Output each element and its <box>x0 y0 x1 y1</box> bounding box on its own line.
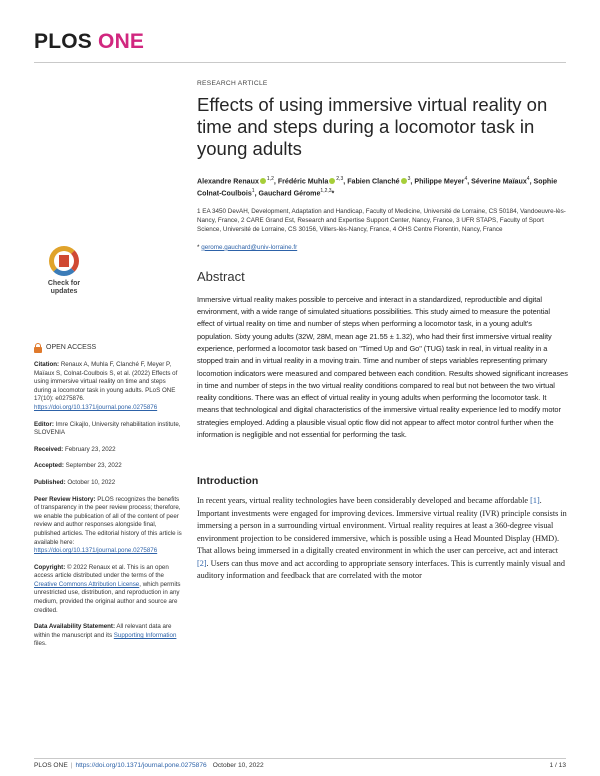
accepted-block <box>34 462 182 471</box>
author-list <box>197 174 569 199</box>
abstract-text: Immersive virtual reality makes possible to perceive and interact in a standardized, reproductible and digital environment, with a wide range of simulated situations possibilities. This study aimed to measure the potential effect of virtual reality on time and number of steps when performing a locomotor task, in a young adult's population. Sixty young adults (32W, 28M, mean age 21.55 ± 1.32), who had their first immersive virtual reality experience, performed a locomotor task based on "Timed Up and Go" (TUG) task in real, in virtual reality in a stopped train and in virtual reality in a moving train. Time and number of steps variables representing primary locomotion indicators were measured and compared between each condition. Results showed significant increases in time and number of steps in the two virtual reality conditions compared to real but not between the two virtual reality conditions. There was an effect of virtual reality in young adults when performing the locomotor task. It means that technological and digital characteristics of the immersive virtual reality experience led to modify motor strategies employed. Adding a plausible visual optic flow did not appear to affect motor control further when the information is negligible and not essential for performing the task. <box>197 294 568 439</box>
accepted-label: Accepted: <box>34 462 64 470</box>
author-name: Fabien Clanché <box>347 177 400 186</box>
header-divider <box>34 62 566 63</box>
author-name: Sophie Colnat-Coulbois <box>197 177 558 198</box>
published-label: Published: <box>34 478 66 486</box>
author-separator: , <box>343 177 348 186</box>
peer-review-link[interactable]: https://doi.org/10.1371/journal.pone.0275876 <box>34 547 158 555</box>
copyright-label: Copyright: <box>34 563 66 571</box>
published-block <box>34 479 182 488</box>
citation-doi-link[interactable]: https://doi.org/10.1371/journal.pone.0275876 <box>34 403 158 411</box>
supporting-info-link[interactable]: Supporting Information <box>113 631 177 639</box>
article-type: RESEARCH ARTICLE <box>197 80 268 87</box>
author-separator: , <box>254 189 259 198</box>
license-link[interactable]: Creative Commons Attribution License <box>34 580 140 588</box>
peer-review-text: PLOS recognizes the benefits of transparency in the peer review process; therefore, we enable the publication of all of the content of peer review and author responses alongside final, published articles. The editorial history of this article is available here: <box>34 495 182 546</box>
open-lock-icon <box>34 343 42 353</box>
data-availability-text-end: files. <box>34 640 47 648</box>
orcid-icon[interactable] <box>329 178 335 184</box>
author-separator: , <box>467 177 472 186</box>
orcid-icon[interactable] <box>260 178 266 184</box>
check-updates-label: Check for updates <box>47 280 81 295</box>
article-title: Effects of using immersive virtual reality on time and steps during a locomotor task in young adults <box>197 94 548 159</box>
author-affiliation-sup: 1,2,3 <box>320 188 332 195</box>
orcid-icon[interactable] <box>401 178 407 184</box>
author-separator: * <box>331 189 335 198</box>
footer-date: October 10, 2022 <box>212 762 264 769</box>
corresponding-email <box>197 244 569 251</box>
author-affiliation-sup: 2,3 <box>336 176 344 182</box>
author-separator: , <box>410 177 415 186</box>
open-access-label: OPEN ACCESS <box>46 343 97 351</box>
author-name: Frédéric Muhla <box>277 177 329 186</box>
author-name: Philippe Meyer <box>414 177 465 186</box>
author-name: Gauchard Gérome <box>258 189 321 198</box>
author-affiliation-sup: 4 <box>464 176 468 182</box>
page-footer <box>34 762 566 769</box>
page-number: 1 / 13 <box>549 762 566 769</box>
citation-block <box>34 361 182 413</box>
reference-1-link[interactable]: [1] <box>530 496 540 506</box>
email-link[interactable]: gerome.gauchard@univ-lorraine.fr <box>201 243 298 251</box>
author-separator: , <box>273 177 278 186</box>
footer-divider <box>34 758 566 759</box>
author-name: Alexandre Renaux <box>197 177 259 186</box>
bookmark-icon <box>59 255 69 267</box>
article-sidebar <box>34 246 182 649</box>
intro-part1: In recent years, virtual reality technologies have been considerably developed and became affordable <box>197 496 531 506</box>
data-availability-block <box>34 623 182 649</box>
email-asterisk: * <box>197 243 200 251</box>
intro-part2: . Important investments were engaged for improving devices. Immersive virtual reality (IVR) principle consists in immersing a person in a surrounding virtual environment. Virtual reality requires at least a 360-degree visual environment projection to be considered immersive, which is possible using a Head Mounted Display (HMD). That allows being immersed in a digitally created environment in which the user can perceive, act and interact <box>197 496 567 556</box>
peer-review-label: Peer Review History: <box>34 495 96 503</box>
footer-journal: PLOS ONE <box>34 762 68 769</box>
editor-text: Imre Cikajlo, University rehabilitation institute, SLOVENIA <box>34 420 181 437</box>
received-label: Received: <box>34 445 64 453</box>
data-availability-text: All relevant data are within the manuscript and its <box>34 623 172 639</box>
abstract-heading: Abstract <box>197 268 245 284</box>
affiliations: 1 EA 3450 DevAH, Development, Adaptation and Handicap, Faculty of Medicine, Université de Lorraine, CS 50184, Vandoeuvre-lès-Nancy, France, 2 CARE Grand Est, Research and Expertise Support Center, Nancy, France, 3 UFR STAPS, Faculty of Sport Science, Université de Lorraine, CS 30156, Villers-lès-Nancy, France, 4 OHS Centre Florentin, Nancy, France <box>197 207 566 233</box>
author-affiliation-sup: 1 <box>251 188 255 195</box>
data-availability-label: Data Availability Statement: <box>34 623 116 631</box>
citation-text: Renaux A, Muhla F, Clanché F, Meyer P, Maïaux S, Colnat-Coulbois S, et al. (2022) Effects of using immersive virtual reality on time and steps during a locomotor task in young adults. PLoS ONE 17(10): e0275876. <box>34 361 178 403</box>
copyright-text: © 2022 Renaux et al. This is an open access article distributed under the terms of the <box>34 563 169 580</box>
intro-part3: . Users can thus move and act according to appropriate sensory interfaces. This is currently mainly visual and auditory information and feedback that are correlated with the motor <box>197 558 565 581</box>
accepted-date: September 23, 2022 <box>63 462 122 470</box>
introduction-heading: Introduction <box>197 475 259 488</box>
author-affiliation-sup: 4 <box>526 176 530 182</box>
peer-review-block <box>34 496 182 556</box>
copyright-text-end: , which permits unrestricted use, distribution, and reproduction in any medium, provided the original author and source are credited. <box>34 580 181 614</box>
author-separator: , <box>529 177 534 186</box>
received-date: February 23, 2022 <box>63 445 116 453</box>
copyright-block <box>34 564 182 616</box>
article-main <box>197 80 569 583</box>
author-name: Séverine Maïaux <box>471 177 527 186</box>
plos-one-logo <box>34 30 144 54</box>
footer-left: PLOS ONE | https://doi.org/10.1371/journal.pone.0275876 October 10, 2022 <box>34 762 264 769</box>
logo-one: ONE <box>98 30 145 53</box>
reference-2-link[interactable]: [2] <box>197 558 207 568</box>
author-affiliation-sup: 1,2 <box>266 176 274 182</box>
received-block <box>34 446 182 455</box>
published-date: October 10, 2022 <box>65 478 116 486</box>
citation-label: Citation: <box>34 361 60 368</box>
logo-plos: PLOS <box>34 30 92 53</box>
footer-doi-link[interactable]: https://doi.org/10.1371/journal.pone.0275876 <box>75 762 207 769</box>
editor-label: Editor: <box>34 420 54 428</box>
editor-block <box>34 421 182 438</box>
check-for-updates-badge[interactable] <box>42 246 86 303</box>
open-access-row <box>34 343 182 353</box>
author-affiliation-sup: 3 <box>407 176 411 182</box>
introduction-text <box>197 495 569 583</box>
